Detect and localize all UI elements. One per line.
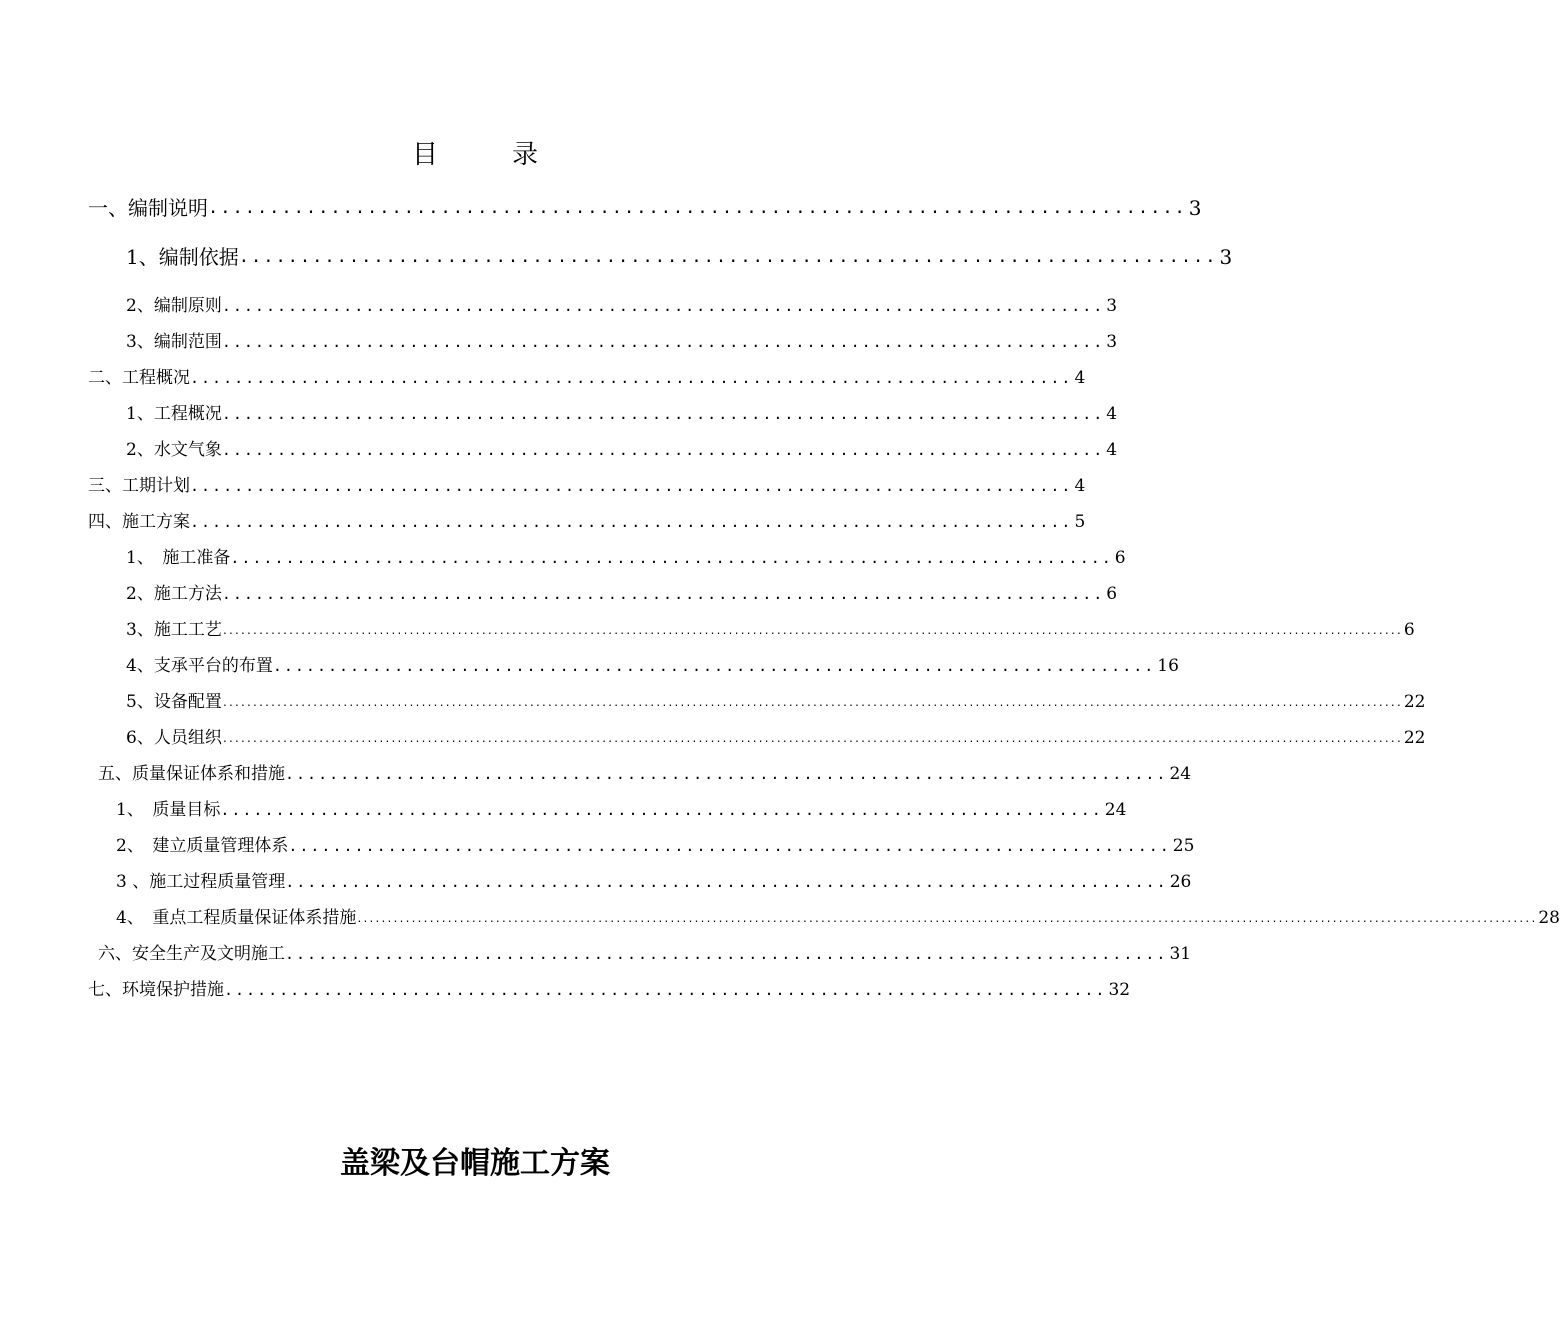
toc-entry-label: 2、水文气象 bbox=[126, 440, 222, 460]
toc-entry-page: 4 bbox=[1074, 476, 1086, 496]
toc-entry-label: 3 、施工过程质量管理 bbox=[116, 872, 286, 892]
dot-leader: ................................................................................ bbox=[190, 477, 1073, 495]
toc-entry-label: 三、工期计划 bbox=[88, 476, 190, 496]
toc-entry-page: 3 bbox=[1219, 245, 1233, 269]
toc-entry-label: 5、设备配置 bbox=[126, 692, 222, 712]
toc-entry-label: 2、施工方法 bbox=[126, 584, 222, 604]
toc-entry[interactable] bbox=[88, 366, 1086, 390]
toc-entry-label: 1、工程概况 bbox=[126, 404, 222, 424]
toc-entry-page: 4 bbox=[1106, 404, 1118, 424]
toc-entry-page: 6 bbox=[1403, 620, 1415, 640]
toc-entry[interactable] bbox=[88, 474, 1086, 498]
toc-entry-page: 24 bbox=[1169, 764, 1192, 784]
toc-entry-page: 3 bbox=[1106, 332, 1118, 352]
dot-leader: ................................................................................ bbox=[230, 549, 1113, 567]
toc-entry-label: 6、人员组织 bbox=[126, 728, 222, 748]
dot-leader: ................................................................................ bbox=[288, 837, 1171, 855]
toc-entry-label: 2、 建立质量管理体系 bbox=[116, 836, 289, 856]
toc-entry-page: 25 bbox=[1172, 836, 1195, 856]
toc-entry-page: 16 bbox=[1157, 656, 1179, 676]
toc-entry-page: 6 bbox=[1114, 548, 1126, 568]
toc-entry-page: 6 bbox=[1106, 584, 1118, 604]
toc-entry-label: 4、支承平台的布置 bbox=[126, 656, 273, 676]
toc-entry[interactable] bbox=[126, 546, 1126, 570]
toc-entry[interactable] bbox=[126, 726, 1426, 750]
toc-entry-label: 五、质量保证体系和措施 bbox=[98, 764, 285, 784]
toc-entry-label: 二、工程概况 bbox=[88, 368, 190, 388]
toc-entry-label: 六、安全生产及文明施工 bbox=[98, 944, 285, 964]
dot-leader: ................................................................................ bbox=[220, 801, 1103, 819]
toc-entry-label: 4、 重点工程质量保证体系措施 bbox=[116, 908, 357, 928]
dot-leader: ................................................................................ bbox=[238, 247, 1218, 267]
toc-entry-page: 3 bbox=[1106, 296, 1118, 316]
toc-title: 目 录 bbox=[411, 140, 562, 170]
toc-entry[interactable] bbox=[126, 242, 1233, 272]
toc-entry[interactable] bbox=[88, 978, 1131, 1002]
toc-entry-page: 31 bbox=[1169, 944, 1192, 964]
toc-entry[interactable] bbox=[88, 193, 1202, 223]
toc-entry-label: 1、 施工准备 bbox=[126, 548, 231, 568]
toc-entry[interactable] bbox=[98, 942, 1192, 966]
toc-entry-page: 3 bbox=[1188, 196, 1202, 220]
toc-entry[interactable] bbox=[88, 510, 1086, 534]
toc-entry-label: 1、编制依据 bbox=[126, 245, 239, 269]
toc-entry[interactable] bbox=[126, 690, 1426, 714]
dot-leader: .................................................................................................................................................................................................... bbox=[356, 914, 1537, 925]
dot-leader: ................................................................................ bbox=[272, 657, 1156, 675]
toc-entry-label: 一、编制说明 bbox=[88, 196, 208, 220]
dot-leader: ................................................................................ bbox=[224, 981, 1107, 999]
toc-entry[interactable] bbox=[98, 762, 1192, 786]
toc-entry-page: 28 bbox=[1538, 908, 1560, 928]
toc-entry-label: 3、施工工艺 bbox=[126, 620, 222, 640]
dot-leader: ................................................................................ bbox=[190, 513, 1073, 531]
toc-entry-label: 七、环境保护措施 bbox=[88, 980, 224, 1000]
dot-leader: ................................................................................ bbox=[221, 333, 1105, 351]
toc-entry-page: 26 bbox=[1169, 872, 1192, 892]
dot-leader: ................................................................................ bbox=[285, 873, 1168, 891]
dot-leader: .................................................................................................................................................................................................... bbox=[221, 626, 1402, 637]
dot-leader: .................................................................................................................................................................................................... bbox=[221, 734, 1402, 745]
document-title: 盖梁及台帽施工方案 bbox=[340, 1146, 610, 1181]
toc-entry-label: 1、 质量目标 bbox=[116, 800, 221, 820]
toc-entry[interactable] bbox=[126, 294, 1118, 318]
toc-entry[interactable] bbox=[126, 618, 1415, 642]
toc-entry-page: 22 bbox=[1403, 692, 1426, 712]
toc-entry[interactable] bbox=[116, 870, 1192, 894]
dot-leader: ................................................................................ bbox=[221, 405, 1105, 423]
toc-entry[interactable] bbox=[126, 402, 1118, 426]
toc-entry-label: 2、编制原则 bbox=[126, 296, 222, 316]
toc-entry-page: 32 bbox=[1108, 980, 1131, 1000]
toc-entry[interactable] bbox=[116, 798, 1127, 822]
toc-entry-page: 24 bbox=[1104, 800, 1127, 820]
toc-entry-page: 5 bbox=[1074, 512, 1086, 532]
toc-entry[interactable] bbox=[116, 834, 1195, 858]
dot-leader: ................................................................................ bbox=[285, 945, 1168, 963]
dot-leader: ................................................................................ bbox=[208, 198, 1187, 218]
toc-entry-page: 4 bbox=[1106, 440, 1118, 460]
toc-entry[interactable] bbox=[126, 582, 1118, 606]
dot-leader: ................................................................................ bbox=[221, 441, 1105, 459]
dot-leader: ................................................................................ bbox=[190, 369, 1073, 387]
toc-entry-page: 4 bbox=[1074, 368, 1086, 388]
dot-leader: ................................................................................ bbox=[221, 297, 1105, 315]
dot-leader: ................................................................................ bbox=[221, 585, 1105, 603]
toc-entry[interactable] bbox=[126, 438, 1118, 462]
dot-leader: ................................................................................ bbox=[285, 765, 1168, 783]
toc-entry-label: 3、编制范围 bbox=[126, 332, 222, 352]
toc-entry[interactable] bbox=[126, 654, 1179, 678]
toc-entry[interactable] bbox=[116, 906, 1560, 930]
toc-entry-page: 22 bbox=[1403, 728, 1426, 748]
toc-entry[interactable] bbox=[126, 330, 1118, 354]
toc-entry-label: 四、施工方案 bbox=[88, 512, 190, 532]
dot-leader: .................................................................................................................................................................................................... bbox=[221, 698, 1402, 709]
